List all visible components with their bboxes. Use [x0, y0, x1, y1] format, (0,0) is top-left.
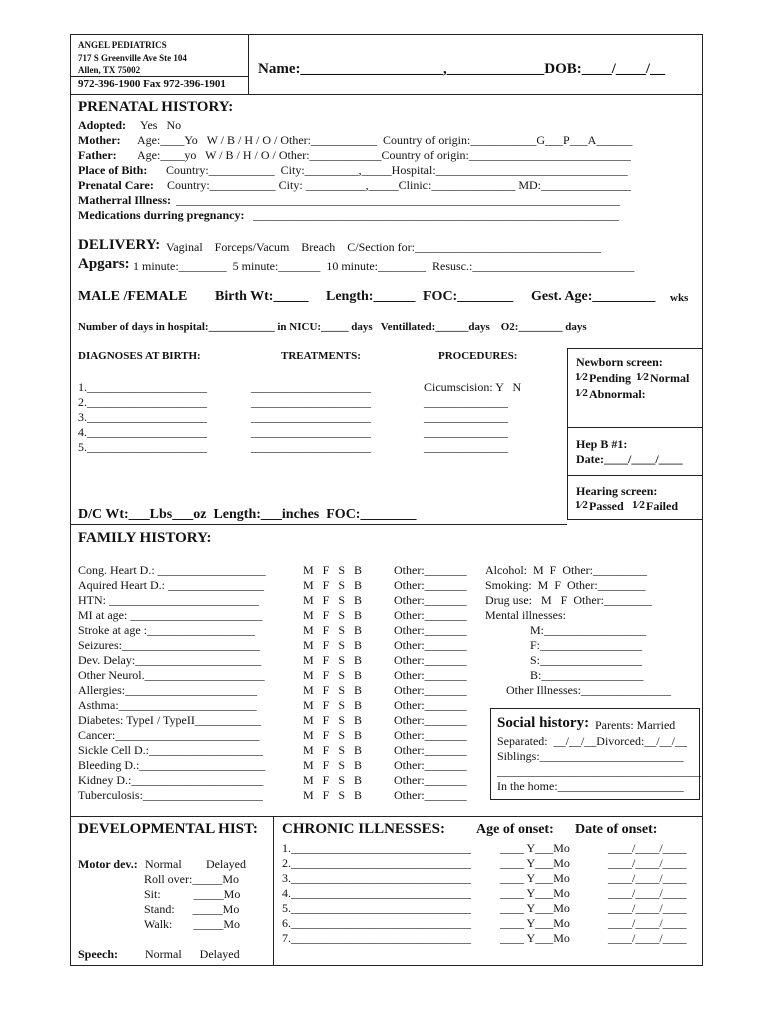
apgars-line[interactable]: 1 minute:________ 5 minute:_______ 10 minute:________ Resusc.:___________________________	[133, 259, 635, 273]
family-other-line[interactable]: Other:_______	[394, 638, 467, 652]
medications-line[interactable]: _____________________________________________________________	[253, 209, 619, 221]
motor-dev-label: Motor dev.:	[78, 857, 138, 871]
family-condition-line[interactable]: Cong. Heart D.: __________________	[78, 563, 266, 577]
maternal-illness-label: Matherral Illness:	[78, 193, 171, 207]
pending-checkbox[interactable]: 1⁄2	[575, 371, 588, 383]
prenatal-care-label: Prenatal Care:	[78, 178, 154, 192]
family-other-line[interactable]: Other:_______	[394, 698, 467, 712]
age-of-onset-header: Age of onset:	[476, 822, 554, 837]
treatment-2[interactable]: ____________________	[251, 395, 371, 409]
family-member-options[interactable]: M F S B	[303, 668, 363, 682]
prenatal-title: PRENATAL HISTORY:	[78, 99, 234, 115]
family-other-line[interactable]: Other:_______	[394, 758, 467, 772]
bottom-section-divider	[273, 816, 274, 966]
family-condition-line[interactable]: Other Neurol.____________________	[78, 668, 265, 682]
mother-label: Mother:	[78, 133, 121, 147]
family-top-line	[70, 524, 567, 525]
abnormal-label: Abnormal:	[589, 387, 646, 401]
roll-over-line[interactable]: Roll over:_____Mo	[144, 872, 239, 886]
sit-line[interactable]: Sit: _____Mo	[144, 887, 241, 901]
family-condition-line[interactable]: HTN: _________________________	[78, 593, 259, 607]
family-other-line[interactable]: Other:_______	[394, 578, 467, 592]
family-other-line[interactable]: Other:_______	[394, 743, 467, 757]
gest-wks: wks	[670, 292, 689, 304]
family-other-line[interactable]: Other:_______	[394, 623, 467, 637]
birth-foc[interactable]: FOC:________	[423, 289, 514, 304]
chronic-date-line[interactable]: ____/____/____	[608, 916, 687, 930]
social-separated[interactable]: Separated: __/__/__Divorced:__/__/__	[497, 734, 687, 748]
family-member-options[interactable]: M F S B	[303, 773, 363, 787]
header-bottom-line	[70, 94, 703, 95]
chronic-illnesses-title: CHRONIC ILLNESSES:	[282, 821, 445, 837]
header-divider	[248, 34, 249, 94]
family-other-line[interactable]: Other:_______	[394, 653, 467, 667]
family-other-line[interactable]: Other:_______	[394, 773, 467, 787]
family-member-options[interactable]: M F S B	[303, 623, 363, 637]
stand-line[interactable]: Stand: _____Mo	[144, 902, 240, 916]
diagnosis-1[interactable]: 1.____________________	[78, 380, 207, 394]
treatment-4[interactable]: ____________________	[251, 425, 371, 439]
family-condition-line[interactable]: Asthma:_______________________	[78, 698, 257, 712]
family-history-title: FAMILY HISTORY:	[78, 530, 212, 546]
diagnosis-2[interactable]: 2.____________________	[78, 395, 207, 409]
mental-illness-label: Mental illnesses:	[485, 608, 566, 622]
mental-b-line[interactable]: B:_________________	[530, 668, 644, 682]
discharge-line[interactable]: D/C Wt:___Lbs___oz Length:___inches FOC:________	[78, 507, 417, 522]
chronic-illness-line[interactable]: 2.______________________________	[282, 856, 471, 870]
date-of-onset-header: Date of onset:	[575, 822, 658, 837]
diagnosis-4[interactable]: 4.____________________	[78, 425, 207, 439]
normal-checkbox[interactable]: 1⁄2	[636, 371, 649, 383]
hepb-date[interactable]: Date:____/____/____	[576, 452, 683, 466]
social-home[interactable]: In the home:_____________________	[497, 779, 684, 793]
father-line[interactable]: Age:____yo W / B / H / O / Other:____________Country of origin:___________________________	[137, 148, 631, 162]
mental-f-line[interactable]: F:_________________	[530, 638, 643, 652]
family-condition-line[interactable]: Kidney D.:______________________	[78, 773, 264, 787]
family-other-line[interactable]: Other:_______	[394, 728, 467, 742]
chronic-age-line[interactable]: ____ Y___Mo	[500, 856, 570, 870]
procedure-3[interactable]: ______________	[424, 410, 508, 424]
chronic-illness-line[interactable]: 4.______________________________	[282, 886, 471, 900]
family-condition-line[interactable]: Sickle Cell D.:___________________	[78, 743, 263, 757]
family-member-options[interactable]: M F S B	[303, 578, 363, 592]
diagnosis-5[interactable]: 5.____________________	[78, 440, 207, 454]
adopted-options[interactable]: Yes No	[140, 118, 182, 132]
family-member-options[interactable]: M F S B	[303, 653, 363, 667]
procedure-5[interactable]: ______________	[424, 440, 508, 454]
chronic-age-line[interactable]: ____ Y___Mo	[500, 841, 570, 855]
chronic-age-line[interactable]: ____ Y___Mo	[500, 901, 570, 915]
chronic-date-line[interactable]: ____/____/____	[608, 856, 687, 870]
chronic-date-line[interactable]: ____/____/____	[608, 841, 687, 855]
other-illnesses-line[interactable]: Other Illnesses:_______________	[506, 683, 671, 697]
chronic-date-line[interactable]: ____/____/____	[608, 871, 687, 885]
passed-label: Passed	[589, 499, 624, 513]
motor-delayed[interactable]: Delayed	[206, 857, 246, 871]
family-condition-line[interactable]: MI at age: ______________________	[78, 608, 263, 622]
chronic-illness-line[interactable]: 7.______________________________	[282, 931, 471, 945]
hospital-days-line[interactable]: Number of days in hospital:____________ in NICU:_____ days Ventillated:______days O2:________ days	[78, 321, 587, 333]
clinic-phone: 972-396-1900 Fax 972-396-1901	[78, 78, 226, 90]
hepb-label: Hep B #1:	[576, 437, 628, 451]
birth-place-line[interactable]: Country:___________ City:_________,_____Hospital:________________________________	[166, 163, 628, 177]
speech-label: Speech:	[78, 947, 118, 961]
family-condition-line[interactable]: Allergies:______________________	[78, 683, 258, 697]
apgars-label: Apgars:	[78, 256, 130, 272]
mother-line[interactable]: Age:____Yo W / B / H / O / Other:___________ Country of origin:___________G___P___A______	[137, 133, 633, 147]
treatments-header: TREATMENTS:	[281, 350, 361, 362]
chronic-date-line[interactable]: ____/____/____	[608, 886, 687, 900]
birth-place-label: Place of Bith:	[78, 163, 148, 177]
family-other-line[interactable]: Other:_______	[394, 563, 467, 577]
hearing-screen-title: Hearing screen:	[576, 484, 658, 498]
clinic-address-2: Allen, TX 75002	[78, 65, 141, 75]
gest-age[interactable]: Gest. Age:_________	[531, 289, 656, 304]
family-member-options[interactable]: M F S B	[303, 758, 363, 772]
family-condition-line[interactable]: Stroke at age :__________________	[78, 623, 255, 637]
family-member-options[interactable]: M F S B	[303, 713, 363, 727]
family-member-options[interactable]: M F S B	[303, 638, 363, 652]
family-member-options[interactable]: M F S B	[303, 743, 363, 757]
family-member-options[interactable]: M F S B	[303, 728, 363, 742]
family-member-options[interactable]: M F S B	[303, 593, 363, 607]
family-member-options[interactable]: M F S B	[303, 563, 363, 577]
clinic-address-1: 717 S Greenville Ave Ste 104	[78, 53, 187, 63]
family-member-options[interactable]: M F S B	[303, 788, 363, 802]
family-condition-line[interactable]: Aquired Heart D.: ________________	[78, 578, 264, 592]
social-blank-line[interactable]: __________________________________	[497, 764, 701, 778]
newborn-screen-title: Newborn screen:	[576, 355, 663, 369]
adopted-label: Adopted:	[78, 118, 127, 132]
chronic-illness-line[interactable]: 1.______________________________	[282, 841, 471, 855]
family-other-line[interactable]: Other:_______	[394, 668, 467, 682]
father-label: Father:	[78, 148, 117, 162]
chronic-age-line[interactable]: ____ Y___Mo	[500, 871, 570, 885]
failed-checkbox[interactable]: 1⁄2	[632, 499, 645, 511]
treatment-5[interactable]: ____________________	[251, 440, 371, 454]
treatment-3[interactable]: ____________________	[251, 410, 371, 424]
chronic-age-line[interactable]: ____ Y___Mo	[500, 916, 570, 930]
birth-length[interactable]: Length:______	[326, 289, 416, 304]
smoking-line[interactable]: Smoking: M F Other:________	[485, 578, 646, 592]
family-other-line[interactable]: Other:_______	[394, 593, 467, 607]
walk-line[interactable]: Walk: _____Mo	[144, 917, 241, 931]
abnormal-checkbox[interactable]: 1⁄2	[575, 387, 588, 399]
chronic-illness-line[interactable]: 6.______________________________	[282, 916, 471, 930]
bottom-section-line	[70, 816, 703, 817]
social-siblings[interactable]: Siblings:________________________	[497, 749, 684, 763]
family-condition-line[interactable]: Bleeding D.:_____________________	[78, 758, 266, 772]
family-condition-line[interactable]: Seizures:_______________________	[78, 638, 260, 652]
procedure-2[interactable]: ______________	[424, 395, 508, 409]
name-dob-field[interactable]: Name:___________________,_____________DOB:____/____/__	[258, 61, 666, 77]
family-member-options[interactable]: M F S B	[303, 698, 363, 712]
family-other-line[interactable]: Other:_______	[394, 683, 467, 697]
passed-checkbox[interactable]: 1⁄2	[575, 499, 588, 511]
motor-normal[interactable]: Normal	[145, 857, 182, 871]
sex-field[interactable]: MALE /FEMALE	[78, 289, 188, 304]
chronic-age-line[interactable]: ____ Y___Mo	[500, 886, 570, 900]
procedure-4[interactable]: ______________	[424, 425, 508, 439]
chronic-illness-line[interactable]: 3.______________________________	[282, 871, 471, 885]
clinic-phone-line	[70, 76, 248, 77]
developmental-title: DEVELOPMENTAL HIST:	[78, 821, 258, 837]
family-condition-line[interactable]: Dev. Delay:_____________________	[78, 653, 262, 667]
procedures-header: PROCEDURES:	[438, 350, 518, 362]
family-member-options[interactable]: M F S B	[303, 608, 363, 622]
chronic-age-line[interactable]: ____ Y___Mo	[500, 931, 570, 945]
family-condition-line[interactable]: Diabetes: TypeI / TypeII___________	[78, 713, 261, 727]
social-parents[interactable]: Parents: Married	[595, 718, 676, 732]
medications-label: Medications durring pregnancy:	[78, 208, 245, 222]
delivery-title: DELIVERY:	[78, 237, 161, 253]
maternal-illness-line[interactable]: __________________________________________________________________________	[176, 194, 620, 206]
social-history-title: Social history:	[497, 715, 590, 731]
pending-label: Pending	[589, 371, 632, 385]
delivery-options[interactable]: Vaginal Forceps/Vacum Breach C/Section for:_______________________________	[166, 240, 601, 254]
alcohol-line[interactable]: Alcohol: M F Other:_________	[485, 563, 647, 577]
failed-label: Failed	[646, 499, 678, 513]
family-other-line[interactable]: Other:_______	[394, 608, 467, 622]
mental-s-line[interactable]: S:_________________	[530, 653, 643, 667]
newborn-divider-1	[567, 427, 703, 428]
family-condition-line[interactable]: Tuberculosis:____________________	[78, 788, 263, 802]
circumcision-field[interactable]: Cicumscision: Y N	[424, 380, 522, 394]
family-other-line[interactable]: Other:_______	[394, 788, 467, 802]
mental-m-line[interactable]: M:_________________	[530, 623, 647, 637]
prenatal-care-line[interactable]: Country:___________ City: __________,_____Clinic:______________ MD:_______________	[167, 178, 632, 192]
family-other-line[interactable]: Other:_______	[394, 713, 467, 727]
newborn-divider-2	[567, 475, 703, 476]
chronic-illness-line[interactable]: 5.______________________________	[282, 901, 471, 915]
clinic-name: ANGEL PEDIATRICS	[78, 40, 167, 50]
birth-weight[interactable]: Birth Wt:_____	[215, 289, 309, 304]
chronic-date-line[interactable]: ____/____/____	[608, 901, 687, 915]
family-condition-line[interactable]: Cancer:________________________	[78, 728, 260, 742]
speech-options[interactable]: Normal Delayed	[145, 947, 240, 961]
normal-label: Normal	[650, 371, 690, 385]
diagnosis-3[interactable]: 3.____________________	[78, 410, 207, 424]
diagnoses-header: DIAGNOSES AT BIRTH:	[78, 350, 201, 362]
chronic-date-line[interactable]: ____/____/____	[608, 931, 687, 945]
family-member-options[interactable]: M F S B	[303, 683, 363, 697]
treatment-1[interactable]: ____________________	[251, 380, 371, 394]
drug-use-line[interactable]: Drug use: M F Other:________	[485, 593, 652, 607]
